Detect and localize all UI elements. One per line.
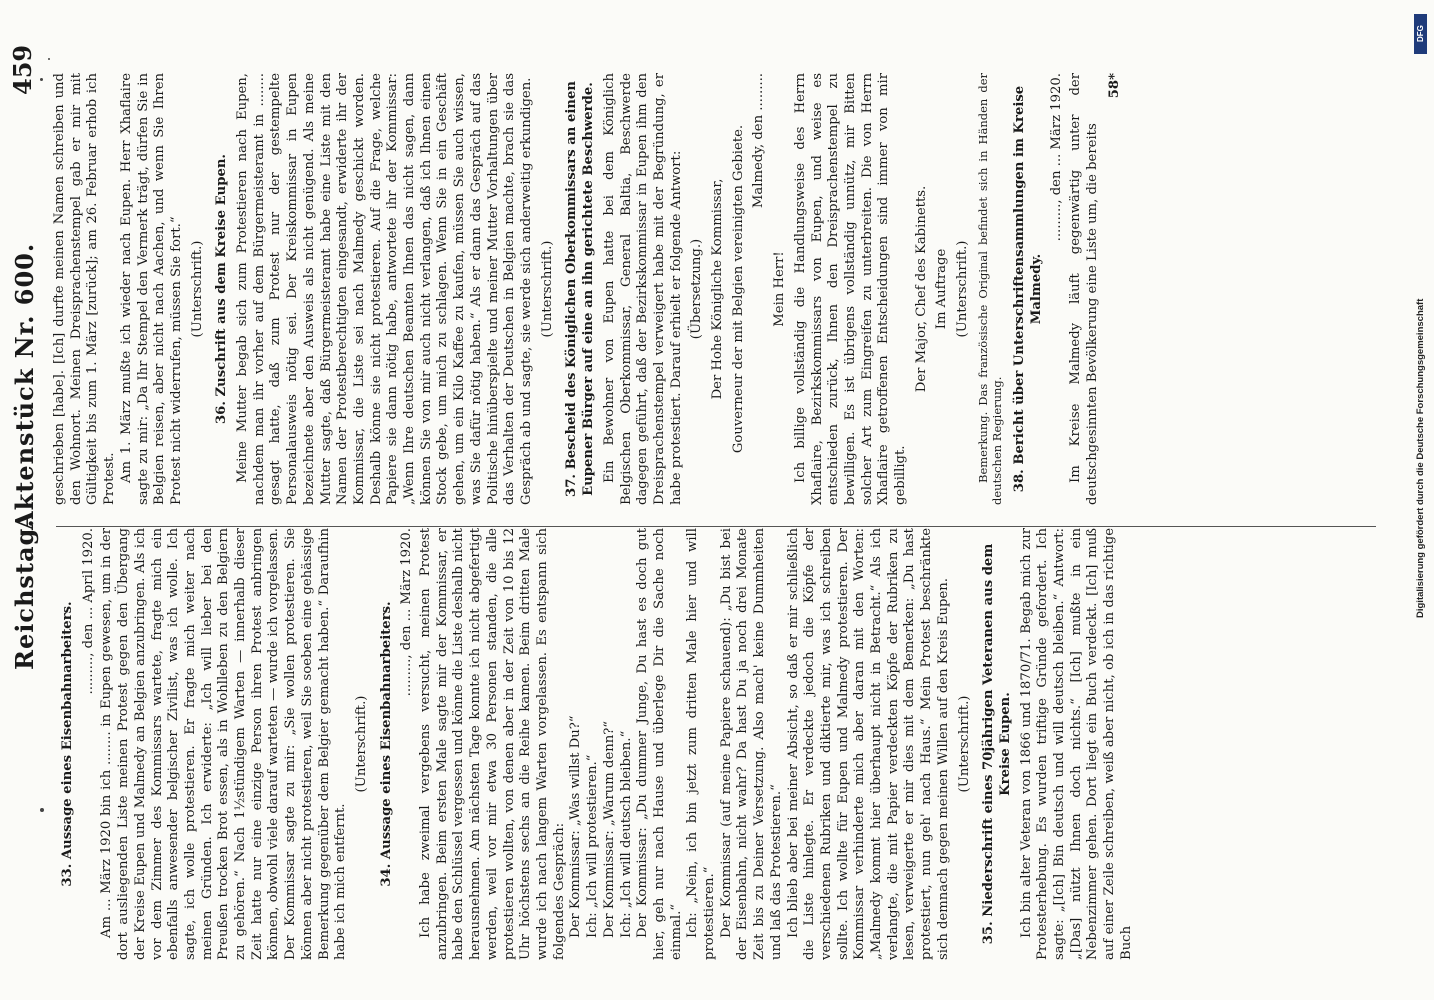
scan-speck	[40, 808, 44, 812]
dialogue-line: Der Kommissar (auf meine Papiere schauend): „Du bist bei der Eisenbahn, nicht wahr? Da hast Du ja noch drei Monate Zeit bis zu Deiner Versetzung. Also mach' keine Dummheiten und laß das Protestieren.“	[718, 528, 784, 960]
dateline-37: Malmedy, den .........	[751, 73, 767, 209]
dateline-33: ........., den ... April 1920.	[80, 528, 96, 695]
scan-speck	[40, 78, 43, 81]
signature-line: (Unterschrift.)	[955, 240, 971, 338]
paragraph: Ich blieb aber bei meiner Absicht, so daß er mir schließlich die Liste hinlegte. Er verdeckte jedoch die Köpfe der verschiedenen Rubriken und diktierte mir, was ich schreiben sollte. Ich wollte für Eupen und Malmedy protestieren. Der Kommissar verhinderte mich aber daran mit den Worten: „Malmedy kommt hier überhaupt nicht in Betracht.“ Als ich verlangte, die mit Papier verdeckten Köpfe der Rubriken zu lesen, verweigerte er mir dies mit dem Bemerken: „Du hast protestiert, nun geh' nach Haus.“ Mein Protest beschränkte sich demnach gegen meinen Willen auf den Kreis Eupen.	[785, 528, 951, 960]
dialogue-line: Der Kommissar: „Was willst Du?“	[568, 715, 584, 938]
signature: (Unterschrift.)	[353, 695, 369, 793]
signature-line: Der Major, Chef des Kabinetts.	[913, 185, 929, 393]
header-reichstag: Reichstag.	[10, 518, 39, 670]
paragraph: Im Kreise Malmedy läuft gegenwärtig unter der deutschgesinnten Bevölkerung eine Liste um, die bereits	[1067, 73, 1100, 505]
right-column	[52, 73, 1382, 505]
left-column	[52, 528, 1382, 960]
paragraph: Am 1. März mußte ich wieder nach Eupen. Herr Xhaflaire sagte zu mir: „Da Ihr Stempel den Vermerk trägt, dürfen Sie in Belgien reisen, aber nicht nach Aachen, und wenn Sie Ihren Protest nicht widerrufen, müssen Sie fort.“	[118, 73, 184, 505]
paragraph: Ich habe zweimal vergebens versucht, meinen Protest anzubringen. Beim ersten Male sagte mir der Kommissar, er habe den Schlüssel vergessen und könne die Liste deshalb nicht herausnehmen. Am nächsten Tage konnte ich nicht abgefertigt werden, weil vor mir etwa 30 Personen standen, die alle protestieren wollten, von denen aber in der Zeit von 10 bis 12 Uhr höchstens sechs an die Reihe kamen. Beim dritten Male wurde ich nach langem Warten vorgelassen. Es entspann sich folgendes Gespräch:	[418, 528, 567, 960]
credit-text: Digitalisierung gefördert durch die Deutsche Forschungsgemeinschaft	[1415, 298, 1426, 618]
heading-36: 36. Zuschrift aus dem Kreise Eupen.	[214, 153, 230, 425]
address-line: Gouverneur der mit Belgien vereinigten Gebiete.	[730, 124, 746, 454]
heading-37: 37. Bescheid des Königlichen Oberkommissars an einen Eupener Bürger auf eine an ihn gerichtete Beschwerde.	[564, 81, 597, 497]
paragraph-continued: geschrieben [habe]. [Ich] durfte meinen Namen schreiben und den Wohnort. Meinen Dreisprachenstempel gab er mir mit Gültigkeit bis zum 1. März [zurück]; am 26. Februar erhob ich Protest.	[52, 73, 118, 505]
heading-33: 33. Aussage eines Eisenbahnarbeiters.	[60, 601, 75, 887]
paragraph: Meine Mutter begab sich zum Protestieren nach Eupen, nachdem man ihr vorher auf dem Bürgermeisteramt in ........ gesagt hatte, daß zum Protest nur der gestempelte Personalausweis nötig sei. Der Kreiskommissar in Eupen bezeichnete aber den Ausweis als nicht genügend. Als meine Mutter sagte, daß Bürgermeisteramt habe eine Liste mit den Namen der Protestberechtigten eingesandt, erwiderte ihr der Kommissar, die Liste sei nach Malmedy geschickt worden. Deshalb könne sie nicht protestieren. Auf die Frage, welche Papiere sie dann nötig habe, antwortete ihr der Kommissar: „Wenn Ihre deutschen Beamten Ihnen das nicht sagen, dann können Sie von mir auch nicht verlangen, daß ich Ihnen einen Stock gebe, um mich zu schlagen. Wenn Sie in ein Geschäft gehen, um ein Kilo Kaffee zu kaufen, müssen Sie auch wissen, was Sie dafür nötig haben.“ Als er dann das Gespräch auf das Politische hinüberspielte und meiner Mutter Vorhaltungen über das Verhalten der Deutschen in Belgien machte, brach sie das Gespräch ab und sagte, sie werde sich anderweitig erkundigen.	[235, 73, 534, 505]
column-divider	[56, 526, 1376, 527]
digitization-credit	[1412, 8, 1432, 992]
signature: (Unterschrift.)	[539, 240, 555, 338]
paragraph: Ein Bewohner von Eupen hatte bei dem Königlich Belgischen Oberkommissar, General Baltia, Beschwerde dagegen geführt, daß der Bezirkskommissar in Eupen ihm den Dreisprachenstempel verweigert habe mit der Begründung, er habe protestiert. Darauf erhielt er folgende Antwort:	[601, 73, 684, 505]
header-aktenstueck: Aktenstück Nr. 600.	[10, 242, 39, 530]
translation-note: (Übersetzung.)	[689, 238, 705, 340]
paragraph: Am ... März 1920 bin ich ........ in Eupen gewesen, um in der dort ausliegenden Liste meinen Protest gegen den Übergang der Kreise Eupen und Malmedy an Belgien anzubringen. Als ich vor dem Zimmer des Kommissars wartete, fragte mich ein ebenfalls anwesender belgischer Zivilist, was ich wolle. Ich sagte, ich wolle protestieren. Er fragte mich weiter nach meinen Gründen. Ich erwiderte: „Ich will lieber bei den Preußen trocken Brot essen, als in Wohlleben zu den Belgiern zu gehören.“ Nach 1½stündigem Warten — innerhalb dieser Zeit hatte nur eine einzige Person ihren Protest anbringen können, obwohl viele darauf warteten — wurde ich vorgelassen. Der Kommissar sagte zu mir: „Sie wollen protestieren. Sie können aber nicht protestieren, weil Sie soeben eine gehässige Bemerkung gegenüber dem Belgier gemacht haben.“ Daraufhin habe ich mich entfernt.	[99, 528, 349, 960]
dialogue-line: Ich: „Nein, ich bin jetzt zum dritten Male hier und will protestieren.“	[685, 528, 718, 960]
dateline-38: ........., den ... März 1920.	[1049, 73, 1065, 242]
rotated-page-content	[0, 40, 1400, 1000]
dialogue-line: Der Kommissar: „Warum denn?“	[601, 720, 617, 938]
dialogue-line: Ich: „Ich will deutsch bleiben.“	[618, 730, 634, 938]
paragraph: Ich billige vollständig die Handlungsweise des Herrn Xhaflaire, Bezirkskommissars von Eupen, und weise es entschieden zurück, Ihnen den Dreisprachenstempel zu bewilligen. Es ist übrigens vollständig unnütz, mir Bitten solcher Art zum Eingreifen zu unterbreiten. Die von Herrn Xhaflaire getroffenen Entscheidungen sind immer von mir gebilligt.	[792, 73, 909, 505]
address-line: Der Hohe Königliche Kommissar,	[710, 178, 726, 400]
dfg-logo: DFG	[1414, 14, 1427, 54]
dialogue-line: Der Kommissar: „Du dummer Junge, Du hast es doch gut hier, geh nur nach Hause und überlege Dir die Sache noch einmal.“	[635, 528, 684, 960]
paragraph: Ich bin alter Veteran von 1866 und 1870/71. Begab mich zur Protesterhebung. Es wurden triftige Gründe gefordert. Ich sagte: „[Ich] Bin deutsch und will deutsch bleiben.“ Antwort: „[Das] nützt Ihnen doch nichts.“ [Ich] mußte in ein Nebenzimmer gehen. Dort liegt ein Buch verdeckt. [Ich] muß auf einer Zeile schreiben, weiß aber nicht, ob ich in das richtige Buch	[1018, 528, 1134, 960]
remark: Bemerkung. Das französische Original befindet sich in Händen der deutschen Regierung.	[975, 73, 1004, 505]
dialogue-line: Ich: „Ich will protestieren.“	[585, 754, 601, 938]
scan-speck	[48, 58, 50, 60]
signature: (Unterschrift.)	[956, 695, 972, 793]
salutation: Mein Herr!	[772, 251, 788, 327]
page-number: 459	[8, 44, 37, 95]
running-header	[0, 40, 48, 1000]
heading-34: 34. Aussage eines Eisenbahnarbeiters.	[378, 601, 394, 887]
signature-mark: 58*	[1107, 73, 1123, 99]
heading-35: 35. Niederschrift eines 70jährigen Veteranen aus dem Kreise Eupen.	[981, 543, 1013, 945]
signature-line: Im Auftrage	[934, 248, 950, 330]
signature: (Unterschrift.)	[189, 240, 205, 338]
dateline-34: ........., den ... März 1920.	[399, 528, 415, 697]
heading-38: 38. Bericht über Unterschriftensammlungen im Kreise Malmedy.	[1011, 85, 1044, 493]
